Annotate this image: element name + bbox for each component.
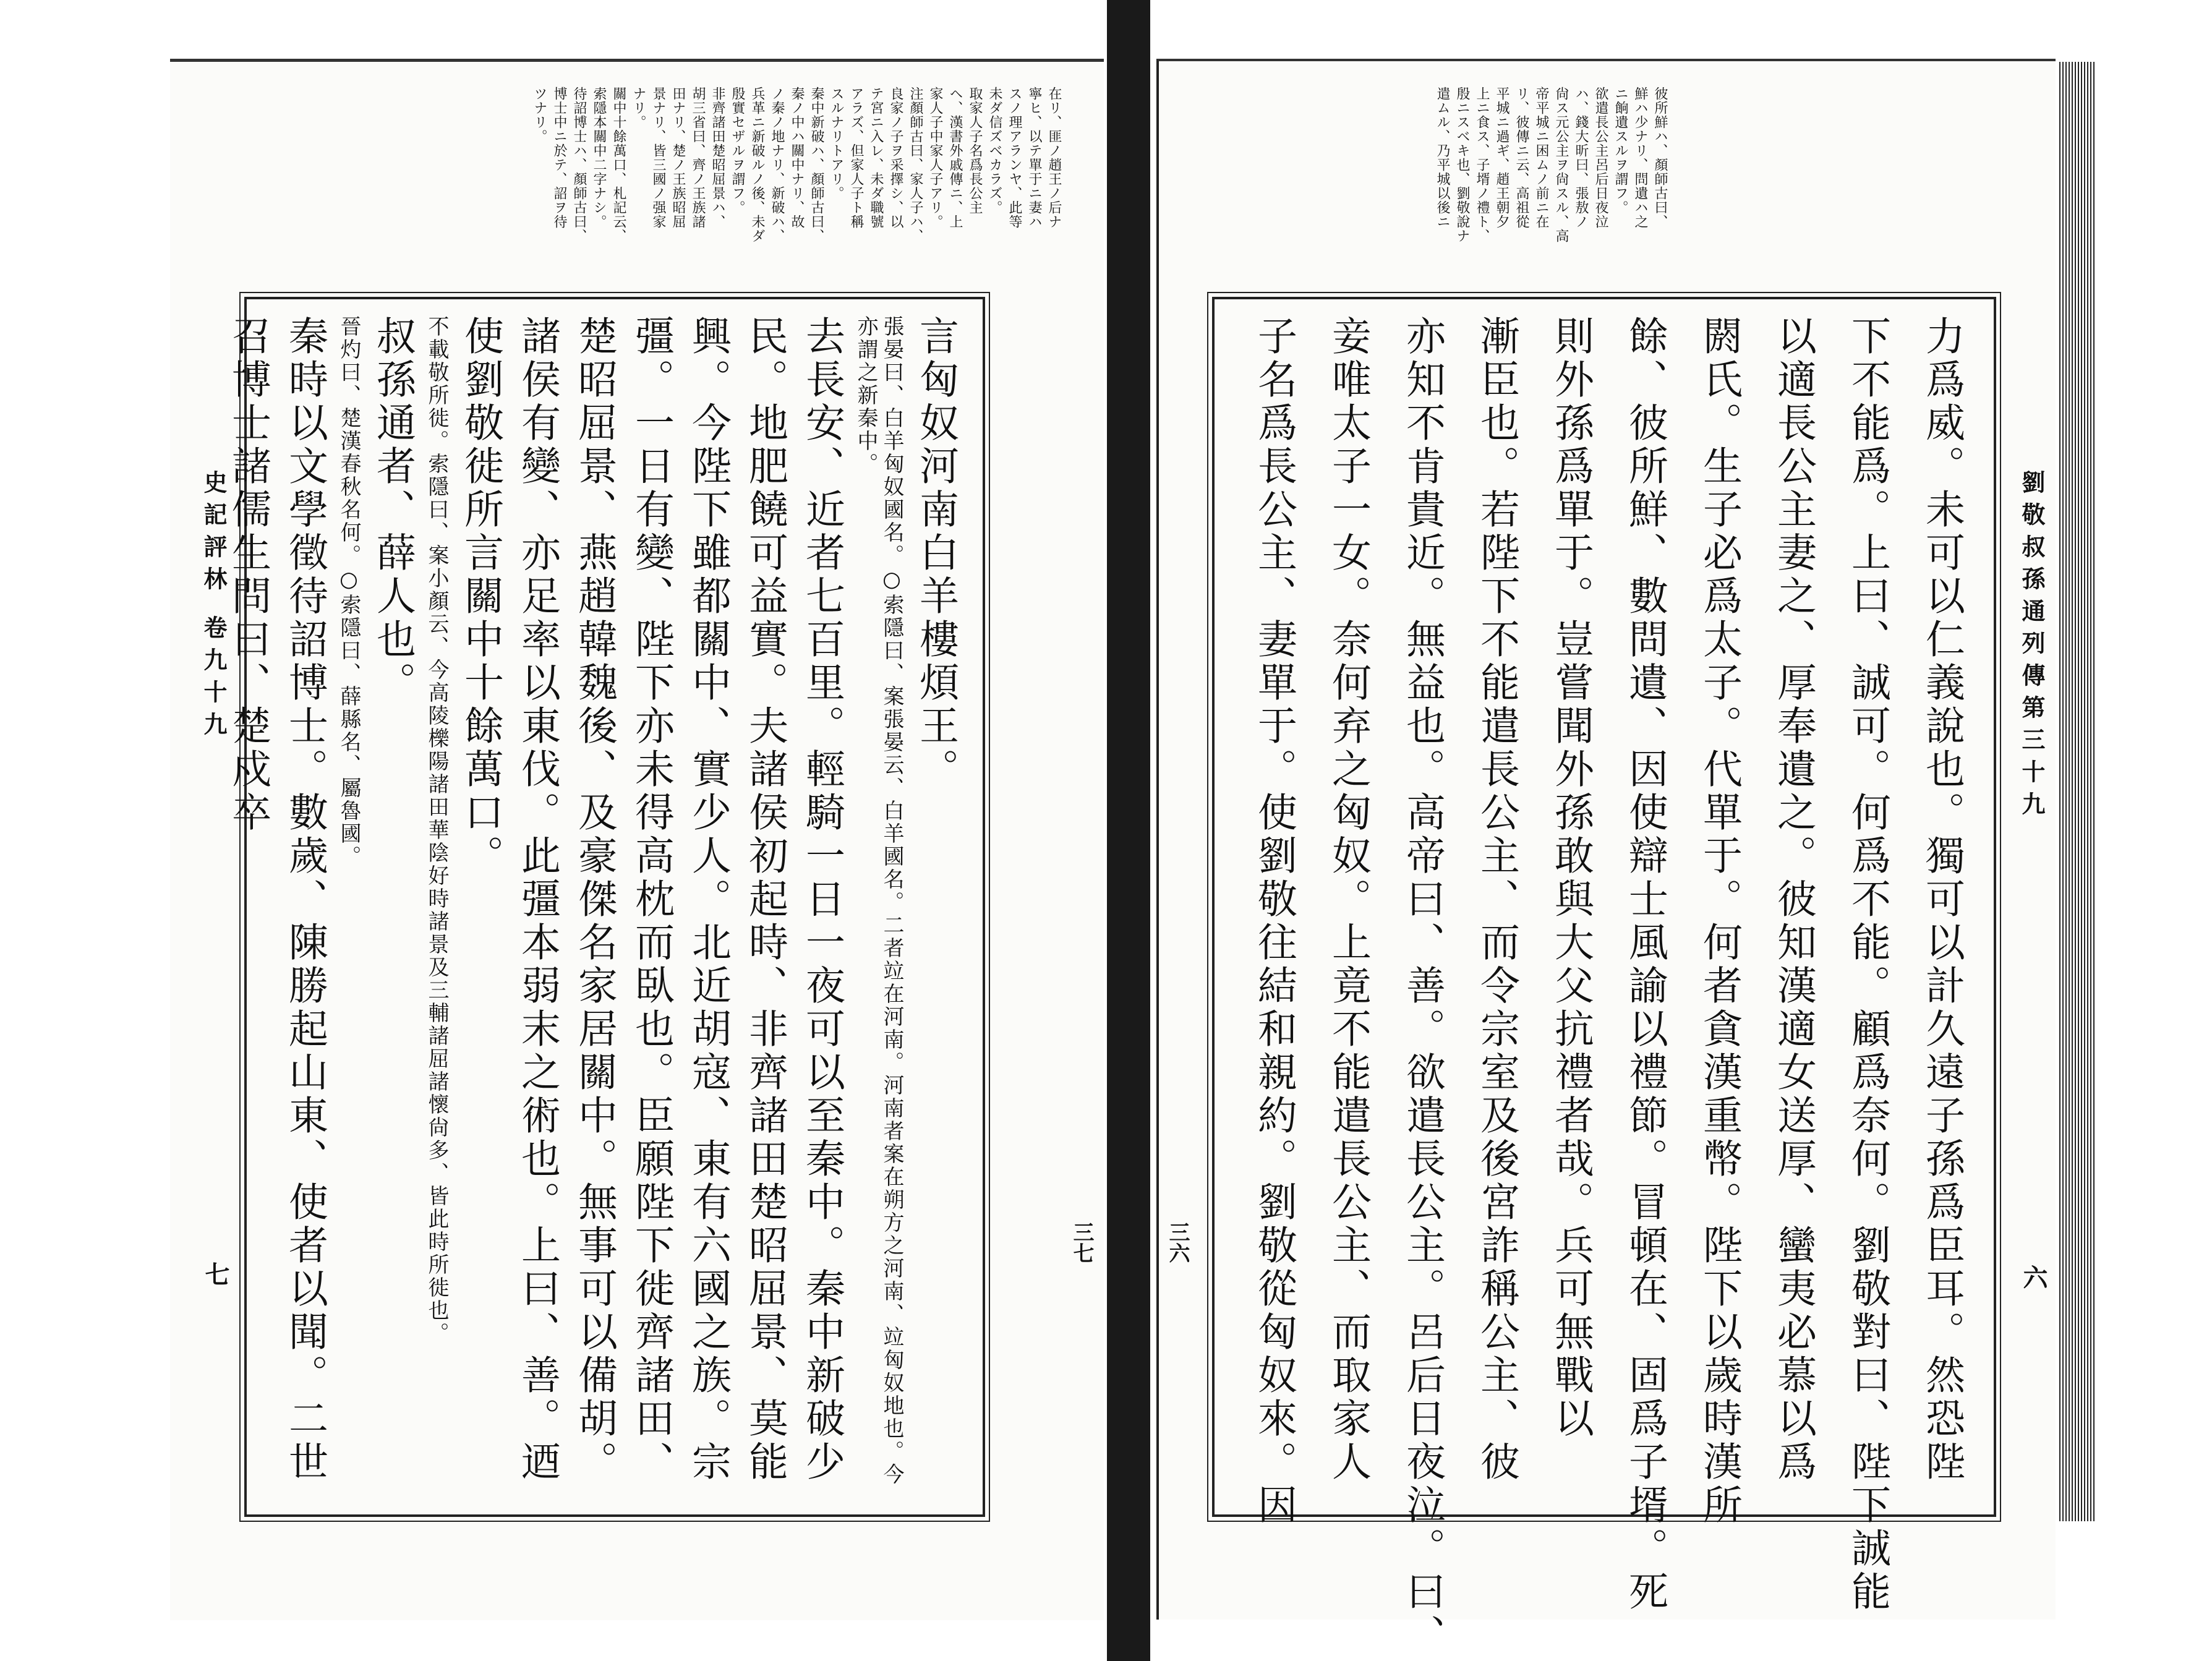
- main-text-column: 力爲威。未可以仁義說也。獨可以計久遠子孫爲臣耳。然恐陛: [1919, 315, 1965, 1484]
- annotation-line: 寧ヒ、以テ單于ニ妻ハ: [1027, 87, 1042, 229]
- main-text-column: 叔孫通者、薛人也。: [370, 315, 416, 705]
- annotation-line: 平城ニ過ギ、趙王朝夕: [1494, 87, 1510, 229]
- annotation-line: 遣ムル、乃平城以後ニ: [1435, 87, 1450, 229]
- annotation-line: 兵革ニ新破ルノ後、未ダ: [749, 87, 765, 243]
- left-outer-folio: 七: [201, 1262, 230, 1286]
- page-edges: [2059, 62, 2096, 1521]
- annotation-line: 欲遣長公主呂后日夜泣: [1593, 87, 1608, 229]
- main-text-column: 下不能爲。上曰、誠可。何爲不能。顧爲奈何。劉敬對曰、陛下誠能: [1845, 315, 1890, 1614]
- annotation-line: ノ秦ノ地ナリ、新破ハ、: [769, 87, 785, 243]
- main-text-column: 閼氏。生子必爲太子。代單于。何者貪漢重幣。陛下以歲時漢所: [1696, 315, 1742, 1527]
- annotation-line: 關中十餘萬口、札記云、: [611, 87, 626, 243]
- annotation-line: 取家人子名爲長公主: [967, 87, 983, 215]
- annotation-line: 未ダ信ズベカラズ。: [987, 87, 1002, 215]
- annotation-line: 尙ス元公主ヲ尙スル、高: [1553, 87, 1569, 243]
- left-text-body: [225, 315, 964, 1498]
- annotation-line: スルナリトアリ。: [829, 87, 844, 200]
- main-text-column: 漸臣也。若陛下不能遣長公主、而令宗室及後宮詐稱公主、彼: [1474, 315, 1519, 1484]
- annotation-line: 殷ニスベキ也、劉敬說ナ: [1454, 87, 1470, 243]
- book-gutter: [1107, 0, 1150, 1661]
- annotation-line: 良家ノ子ヲ采擇シ、以: [888, 87, 903, 229]
- commentary-column: 不載敬所徙。索隱曰、案小顏云、今高陵櫟陽諸田華陰好時諸景及三輔諸屈諸懷尙多、皆此時所徙也。: [424, 315, 449, 1345]
- annotation-line: 注顏師古曰、家人子ハ、: [908, 87, 923, 243]
- left-text-frame: [225, 297, 985, 1517]
- annotation-line: テ宮ニ入レ、未ダ職號: [868, 87, 884, 229]
- annotation-line: 景ナリ、皆三國ノ强家: [651, 87, 666, 229]
- annotation-line: 上ニ食ス、子壻ノ禮ト、: [1474, 87, 1490, 243]
- annotation-line: 待詔博士ハ、顏師古曰、: [571, 87, 587, 243]
- annotation-line: アラズ、但家人子ト稱: [848, 87, 864, 229]
- annotation-line: 索隱本關中二字ナシ。: [591, 87, 607, 229]
- main-text-column: 以適長公主妻之、厚奉遺之。彼知漢適女送厚、蠻夷必慕以爲: [1770, 315, 1816, 1484]
- annotation-line: ニ餉遺スルヲ謂フ。: [1613, 87, 1628, 215]
- annotation-line: 在リ、匪ノ趙王ノ后ナ: [1046, 87, 1062, 229]
- right-text-body: [1233, 315, 1975, 1657]
- annotation-line: ツナリ。: [532, 87, 547, 143]
- left-running-head: 史記評林 卷九十九: [200, 470, 228, 745]
- main-text-column: 則外孫爲單于。豈嘗聞外孫敢與大父抗禮者哉。兵可無戰以: [1548, 315, 1594, 1441]
- main-text-column: 言匈奴河南白羊樓煩王。: [913, 315, 959, 792]
- main-text-column: 亦知不肯貴近。無益也。高帝曰、善。欲遣長公主。呂后日夜泣。曰、: [1399, 315, 1445, 1657]
- annotation-line: ナリ。: [631, 87, 646, 129]
- main-text-column: 子名爲長公主、妻單于。使劉敬往結和親約。劉敬從匈奴來。因: [1251, 315, 1297, 1527]
- right-inner-folio: 三六: [1165, 1221, 1190, 1263]
- main-text-column: 妾唯太子一女。奈何弃之匈奴。上竟不能遣長公主、而取家人: [1325, 315, 1371, 1484]
- annotation-line: スノ理アランヤ、此等: [1007, 87, 1022, 229]
- annotation-line: ハ、錢大昕曰、張敖ノ: [1573, 87, 1589, 229]
- left-annotations: [519, 87, 1064, 284]
- annotation-line: 帝平城ニ困ムノ前ニ在: [1534, 87, 1549, 229]
- annotation-line: 胡三省曰、齊ノ王族諸: [690, 87, 706, 229]
- annotation-line: リ、彼傳ニ云、高祖從: [1514, 87, 1529, 229]
- main-text-column: 秦時以文學徵待詔博士。數歲、陳勝起山東、使者以聞。二世召博士諸儒生問曰、楚戍卒: [225, 315, 328, 1484]
- right-outer-folio: 六: [2019, 1265, 2048, 1289]
- right-text-frame: [1212, 297, 1996, 1657]
- annotation-line: 家人子中家人子アリ。: [928, 87, 943, 229]
- right-annotations: [1237, 87, 1670, 284]
- annotation-line: ヘ、漢書外戚傳ニ、上: [947, 87, 963, 229]
- commentary-column: 張晏曰、白羊匈奴國名。○索隱曰、案張晏云、白羊國名。二者竝在河南。河南者案在朔方之河南、竝匈奴地也。今亦謂之新秦中。: [853, 315, 904, 1486]
- annotation-line: 非齊諸田楚昭屈景ハ、: [710, 87, 725, 229]
- annotation-line: 彼所鮮ハ、顏師古曰、: [1652, 87, 1668, 229]
- annotation-line: 博士中ニ於テ、詔ヲ待: [552, 87, 567, 229]
- annotation-line: 鮮ハ少ナリ、問遺ハ之: [1633, 87, 1648, 229]
- annotation-line: 秦ノ中ハ關中ナリ、故: [789, 87, 805, 229]
- main-text-column: 去長安、近者七百里。輕騎一日一夜可以至秦中。秦中新破少民。地肥饒可益實。夫諸侯初起時、非齊諸田楚昭屈景、莫能興。今陛下雖都關中、實少人。北近胡寇、東有六國之族。宗彊。一日有變、陛下亦未得高枕而臥也。臣願陛下徙齊諸田、楚昭屈景、燕趙韓魏後、及豪傑名家居關中。無事可以備胡。諸侯有變、亦足率以東伐。此彊本弱末之術也。上曰、善。迺使劉敬徙所言關中十餘萬口。: [458, 315, 845, 1484]
- main-text-column: 餘、彼所鮮、數問遺、因使辯士風諭以禮節。冒頓在、固爲子壻。死: [1622, 315, 1668, 1614]
- right-running-head: 劉敬叔孫通列傳第三十九: [2018, 470, 2046, 824]
- annotation-line: 秦中新破ハ、顏師古曰、: [809, 87, 824, 243]
- left-inner-folio: 三七: [1069, 1221, 1094, 1263]
- commentary-column: 晉灼曰、楚漢春秋名何。○索隱曰、薛縣名、屬魯國。: [336, 315, 361, 868]
- annotation-line: 田ナリ、楚ノ王族昭屈: [670, 87, 686, 229]
- annotation-line: 殷實セザルヲ謂フ。: [730, 87, 745, 215]
